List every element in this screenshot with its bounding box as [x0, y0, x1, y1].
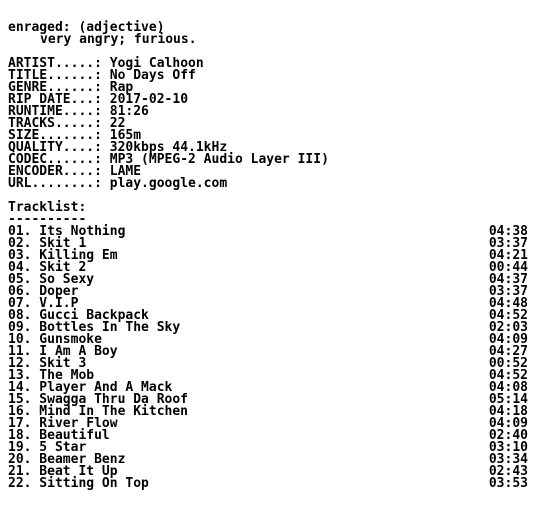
track-name: 10. Gunsmoke — [8, 332, 102, 347]
metadata-value: play.google.com — [109, 176, 228, 191]
metadata-value: Rap — [109, 80, 134, 95]
track-name: 06. Doper — [8, 284, 79, 299]
track-duration: 02:43 — [488, 464, 528, 479]
metadata-url — [8, 178, 528, 190]
metadata-key: URL........: — [8, 176, 102, 191]
tracklist-rule: ---------- — [8, 212, 87, 227]
metadata-value: No Days Off — [109, 68, 196, 83]
track-row — [8, 226, 528, 238]
track-row — [8, 478, 528, 490]
track-row — [8, 274, 528, 286]
track-name: 19. 5 Star — [8, 440, 87, 455]
track-duration: 02:03 — [488, 320, 528, 335]
track-duration: 03:37 — [488, 236, 528, 251]
track-duration: 04:37 — [488, 272, 528, 287]
track-duration: 04:08 — [488, 380, 528, 395]
track-name: 01. Its Nothing — [8, 224, 126, 239]
track-name: 08. Gucci Backpack — [8, 308, 149, 323]
metadata-value: LAME — [109, 164, 142, 179]
definition-term: enraged: (adjective) — [8, 20, 165, 35]
track-name: 12. Skit 3 — [8, 356, 87, 371]
track-row — [8, 346, 528, 358]
track-duration: 00:44 — [488, 260, 528, 275]
track-name: 02. Skit 1 — [8, 236, 87, 251]
track-name: 22. Sitting On Top — [8, 476, 149, 491]
track-name: 17. River Flow — [8, 416, 118, 431]
track-name: 04. Skit 2 — [8, 260, 87, 275]
track-duration: 02:40 — [488, 428, 528, 443]
metadata-key: SIZE.......: — [8, 128, 102, 143]
track-duration: 04:27 — [488, 344, 528, 359]
track-duration: 05:14 — [488, 392, 528, 407]
track-duration: 03:34 — [488, 452, 528, 467]
track-row — [8, 430, 528, 442]
track-name: 20. Beamer Benz — [8, 452, 126, 467]
track-name: 16. Mind In The Kitchen — [8, 404, 189, 419]
track-duration: 04:52 — [488, 308, 528, 323]
track-name: 11. I Am A Boy — [8, 344, 118, 359]
metadata-value: 165m — [109, 128, 142, 143]
metadata-key: CODEC......: — [8, 152, 102, 167]
metadata-value: 22 — [109, 116, 126, 131]
track-duration: 03:37 — [488, 284, 528, 299]
metadata-key: RIP DATE...: — [8, 92, 102, 107]
track-name: 21. Beat It Up — [8, 464, 118, 479]
metadata-value: 2017-02-10 — [109, 92, 189, 107]
track-name: 05. So Sexy — [8, 272, 95, 287]
metadata-value: MP3 (MPEG-2 Audio Layer III) — [109, 152, 329, 167]
tracklist — [8, 226, 528, 490]
track-duration: 03:53 — [488, 476, 528, 491]
spacer — [8, 190, 528, 202]
tracklist-heading: Tracklist: — [8, 200, 87, 215]
track-duration: 04:48 — [488, 296, 528, 311]
metadata-key: RUNTIME....: — [8, 104, 102, 119]
track-name: 03. Killing Em — [8, 248, 118, 263]
metadata-value: 320kbps 44.1kHz — [109, 140, 228, 155]
track-duration: 04:38 — [488, 224, 528, 239]
track-row — [8, 286, 528, 298]
metadata-key: TITLE......: — [8, 68, 102, 83]
track-name: 18. Beautiful — [8, 428, 110, 443]
track-row — [8, 250, 528, 262]
metadata-key: GENRE......: — [8, 80, 102, 95]
track-duration: 04:52 — [488, 368, 528, 383]
track-duration: 04:18 — [488, 404, 528, 419]
nfo-document — [8, 22, 528, 490]
metadata-value: 81:26 — [109, 104, 149, 119]
track-name: 15. Swagga Thru Da Roof — [8, 392, 189, 407]
track-name: 13. The Mob — [8, 368, 95, 383]
track-duration: 04:21 — [488, 248, 528, 263]
track-name: 07. V.I.P — [8, 296, 79, 311]
track-duration: 04:09 — [488, 416, 528, 431]
metadata-key: QUALITY....: — [8, 140, 102, 155]
track-duration: 04:09 — [488, 332, 528, 347]
metadata-block — [8, 58, 528, 190]
metadata-key: ARTIST.....: — [8, 56, 102, 71]
track-name: 14. Player And A Mack — [8, 380, 173, 395]
metadata-key: ENCODER....: — [8, 164, 102, 179]
track-name: 09. Bottles In The Sky — [8, 320, 181, 335]
metadata-value: Yogi Calhoon — [109, 56, 204, 71]
metadata-key: TRACKS.....: — [8, 116, 102, 131]
definition-meaning: very angry; furious. — [40, 32, 197, 47]
track-duration: 03:10 — [488, 440, 528, 455]
track-duration: 00:52 — [488, 356, 528, 371]
